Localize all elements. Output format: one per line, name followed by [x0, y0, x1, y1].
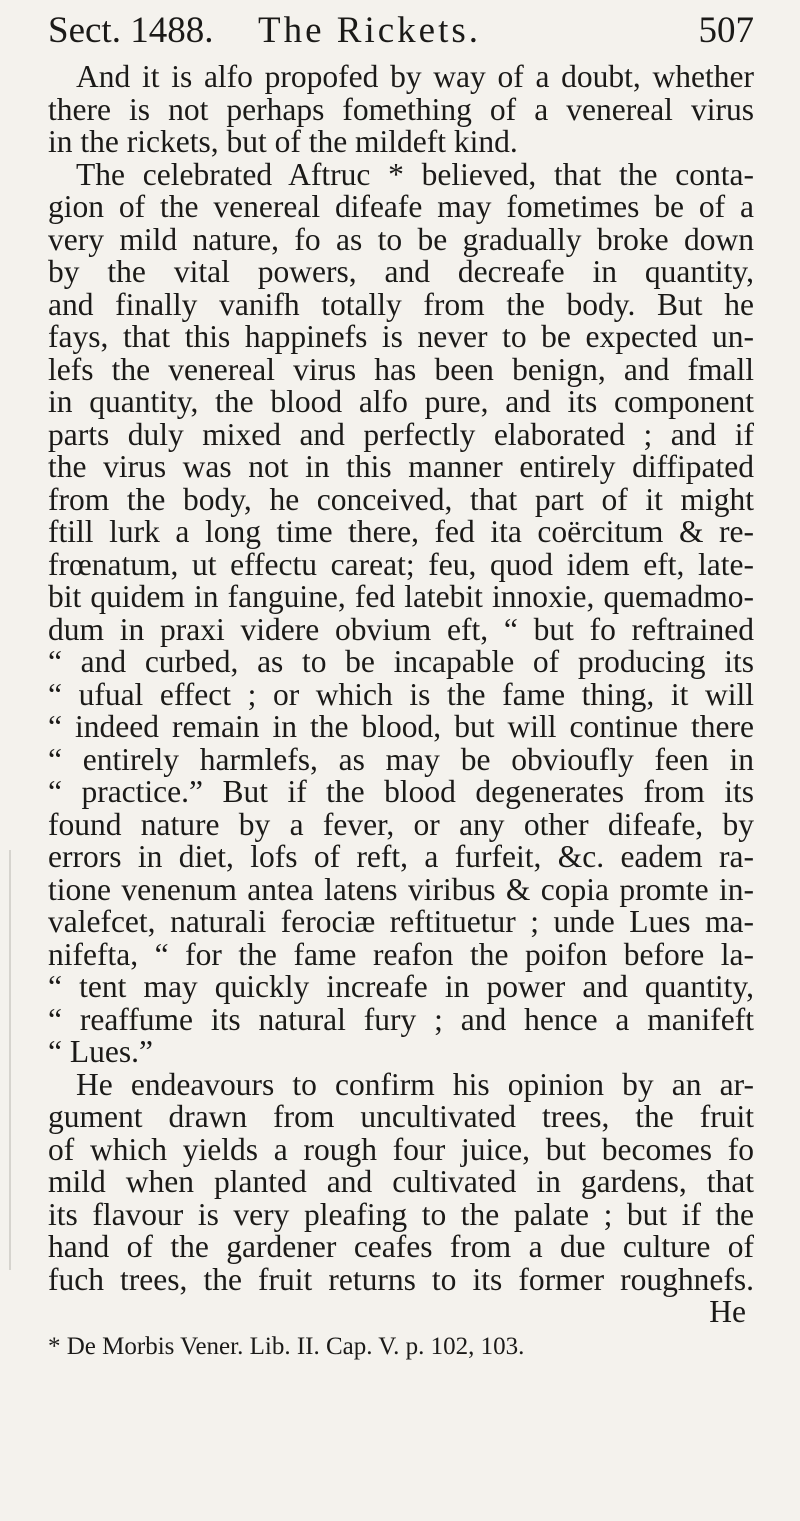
text-line: fays, that this happinefs is never to be expected un- [48, 319, 754, 354]
page-number: 507 [698, 10, 754, 51]
text-line: found nature by a fever, or any other difeafe, by [48, 806, 754, 842]
text-line: there is not perhaps fomething of a venereal virus [48, 91, 754, 127]
text-line: valefcet, naturali ferociæ reftituetur ; unde Lues ma- [48, 904, 754, 939]
text-line: “ ufual effect ; or which is the fame thing, it will [48, 676, 754, 712]
text-line: in the rickets, but of the mildeft kind. [48, 124, 518, 159]
text-line: “ indeed remain in the blood, but will continue there [48, 709, 754, 744]
catchword: He [709, 1294, 746, 1329]
footnote: * De Morbis Vener. Lib. II. Cap. V. p. 102, 103. [48, 1332, 525, 1360]
text-line: frœnatum, ut effectu careat; feu, quod idem eft, late- [48, 546, 754, 582]
text-line: of which yields a rough four juice, but becomes fo [48, 1131, 754, 1167]
text-line: mild when planted and cultivated in gardens, that [48, 1164, 754, 1199]
text-line: The celebrated Aftruc * believed, that the conta- [76, 156, 754, 192]
text-line: errors in diet, lofs of reft, a furfeit, &c. eadem ra- [48, 839, 754, 874]
text-line: “ tent may quickly increafe in power and quantity, [48, 969, 754, 1004]
running-head [48, 8, 754, 54]
text-line: nifefta, “ for the fame reafon the poifon before la- [48, 936, 754, 972]
text-line: “ reaffume its natural fury ; and hence a manifeft [48, 1001, 754, 1037]
text-line: “ practice.” But if the blood degenerates from its [48, 774, 754, 809]
text-line: very mild nature, fo as to be gradually broke down [48, 221, 754, 257]
text-line: tione venenum antea latens viribus & copia promte in- [48, 871, 754, 907]
text-line: fuch trees, the fruit returns to its former roughnefs. [48, 1261, 754, 1297]
text-line: by the vital powers, and decreafe in quantity, [48, 254, 754, 289]
text-line: parts duly mixed and perfectly elaborated ; and if [48, 416, 754, 452]
text-line: gument drawn from uncultivated trees, the fruit [48, 1099, 754, 1134]
text-line: in quantity, the blood alfo pure, and its component [48, 384, 754, 419]
text-line: “ and curbed, as to be incapable of producing its [48, 644, 754, 679]
body-text [48, 61, 754, 1363]
running-title: The Rickets. [258, 10, 482, 51]
text-line: “ Lues.” [48, 1034, 153, 1069]
text-line: dum in praxi videre obvium eft, “ but fo reftrained [48, 611, 754, 647]
text-line: hand of the gardener ceafes from a due culture of [48, 1229, 754, 1264]
text-line: lefs the venereal virus has been benign, and fmall [48, 351, 754, 387]
text-line: gion of the venereal difeafe may fometimes be of a [48, 189, 754, 224]
text-line: the virus was not in this manner entirely diffipated [48, 449, 754, 484]
text-line: from the body, he conceived, that part of it might [48, 481, 754, 517]
margin-line-decoration [0, 850, 16, 1270]
text-line: He endeavours to confirm his opinion by an ar- [76, 1066, 754, 1102]
text-line: its flavour is very pleafing to the palate ; but if the [48, 1196, 754, 1232]
text-line: “ entirely harmlefs, as may be obvioufly feen in [48, 741, 754, 777]
section-number: Sect. 1488. [48, 10, 214, 51]
text-line: and finally vanifh totally from the body. But he [48, 286, 754, 322]
text-line: ftill lurk a long time there, fed ita coërcitum & re- [48, 514, 754, 549]
text-line: And it is alfo propofed by way of a doubt, whether [76, 59, 754, 94]
text-line: bit quidem in fanguine, fed latebit innoxie, quemadmo- [48, 579, 754, 614]
